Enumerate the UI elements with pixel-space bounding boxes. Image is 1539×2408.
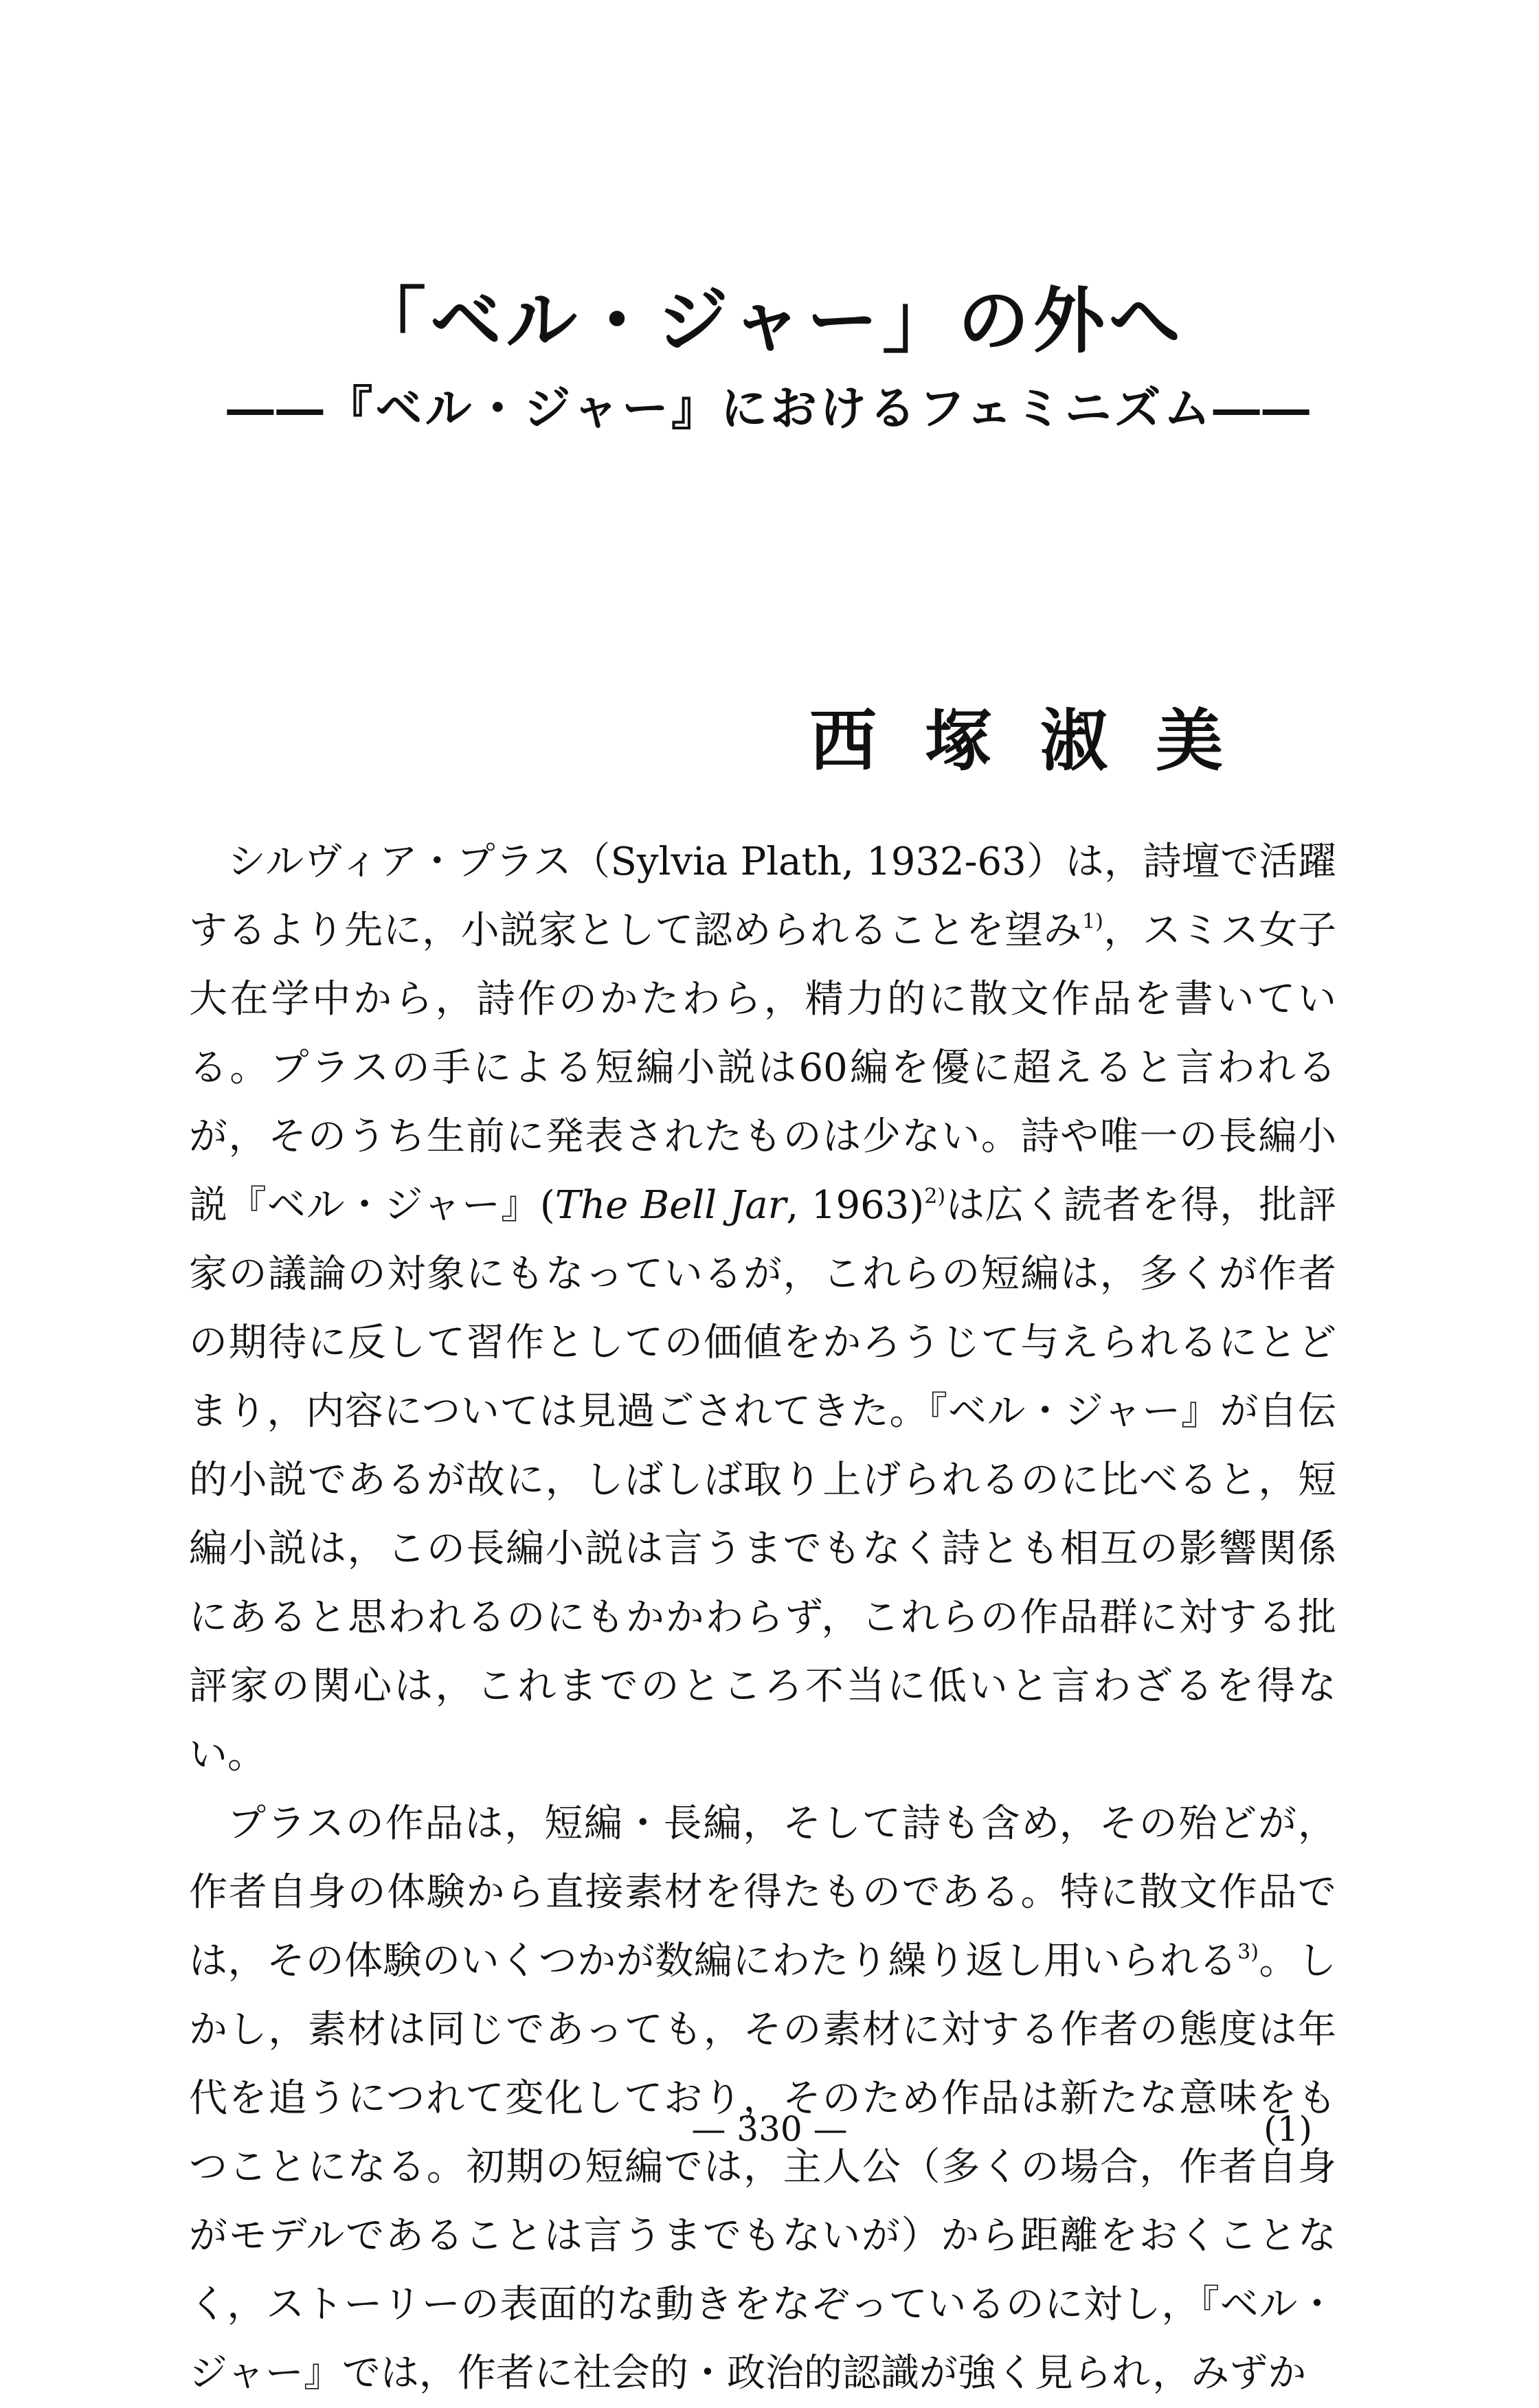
page-number: — 330 — (691, 2109, 848, 2149)
paragraph-text: , 1963) (786, 1183, 925, 1228)
section-number: (1) (1263, 2109, 1312, 2149)
author-name: 西塚淑美 (809, 701, 1271, 780)
article-body (189, 828, 1336, 2408)
paragraph-1 (189, 828, 1336, 1790)
paragraph-text: 。しかし，素材は同じであっても，その素材に対する作者の態度は年代を追うにつれて変化しており，そのため作品は新たな意味をもつことになる。初期の短編では，主人公（多くの場合，作者自身がモデルであることは言うまでもないが）から距離をおくことなく，ストーリーの表面的な動きをなぞっているのに対し，『ベル・ジャー』では，作者に社会的・政治的認識が強く見られ，みずか (189, 1939, 1337, 2396)
footnote-ref-3: 3) (1237, 1940, 1259, 1964)
paragraph-text: プラスの作品は，短編・長編，そして詩も含め，その殆どが，作者自身の体験から直接素材を得たものである。特に散文作品では，その体験のいくつかが数編にわたり繰り返し用いられる (189, 1801, 1336, 1983)
paragraph-text: ，スミス女子大在学中から，詩作のかたわら，精力的に散文作品を書いている。プラスの手による短編小説は60編を優に超えると言われるが，そのうち生前に発表されたものは少ない。詩や唯一の長編小説『ベル・ジャー』( (189, 908, 1337, 1228)
book-title-italic: The Bell Jar (554, 1183, 787, 1228)
paragraph-text: は広く読者を得，批評家の議論の対象にもなっているが，これらの短編は，多くが作者の期待に反して習作としての価値をかろうじて与えられるにとどまり，内容については見過ごされてきた。『ベル・ジャー』が自伝的小説であるが故に，しばしば取り上げられるのに比べると，短編小説は，この長編小説は言うまでもなく詩とも相互の影響関係にあると思われるのにもかかわらず，これらの作品群に対する批評家の関心は，これまでのところ不当に低いと言わざるを得ない。 (189, 1183, 1336, 1777)
paragraph-text: シルヴィア・プラス（Sylvia Plath, 1932-63）は，詩壇で活躍するより先に，小説家として認められることを望み (189, 840, 1336, 953)
article-subtitle: ――『ベル・ジャー』におけるフェミニズム―― (227, 381, 1312, 436)
paragraph-2 (189, 1790, 1336, 2408)
footnote-ref-1: 1) (1082, 910, 1103, 934)
article-title: 「ベル・ジャー」の外へ (355, 278, 1184, 363)
footnote-ref-2: 2) (924, 1184, 946, 1208)
